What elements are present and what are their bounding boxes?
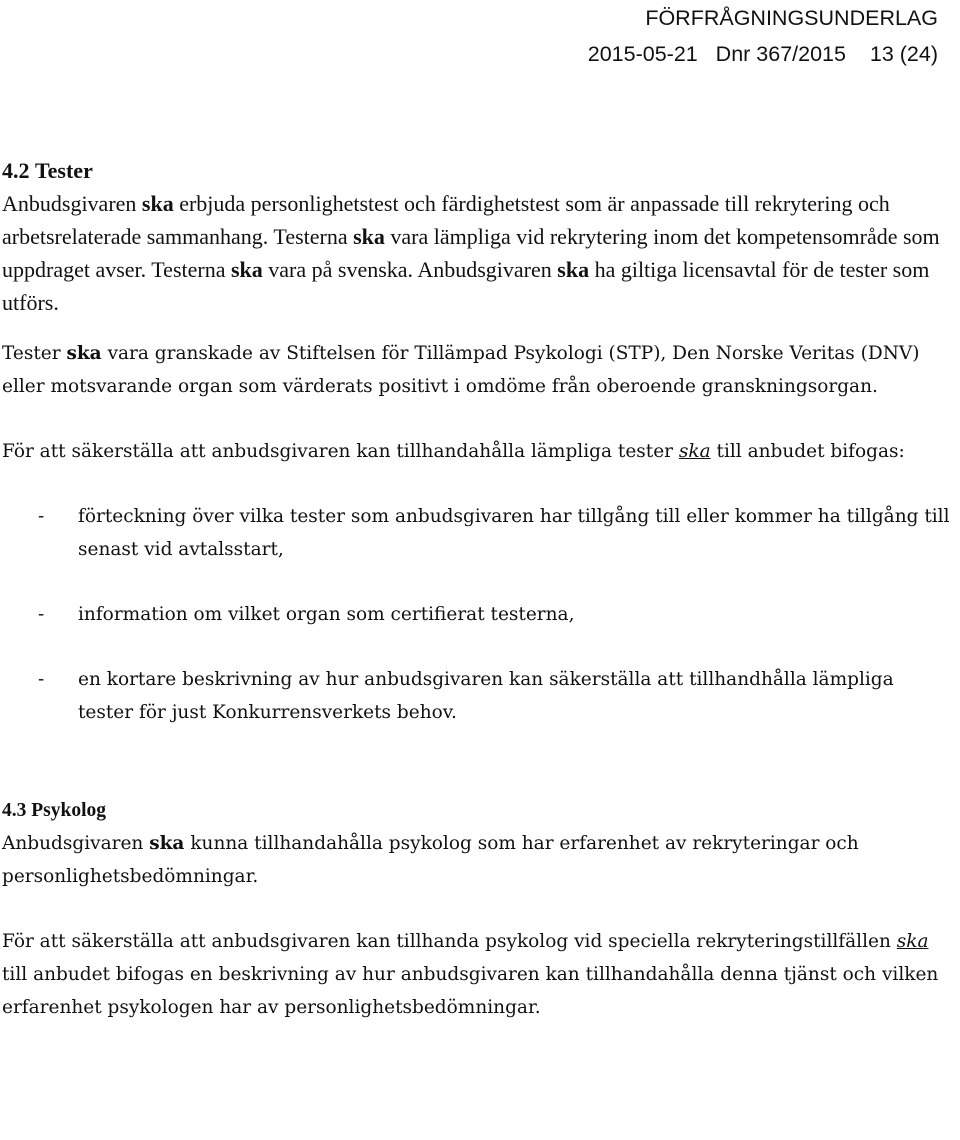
text-run: För att säkerställa att anbudsgivaren kan tillhandahålla lämpliga tester bbox=[2, 441, 679, 462]
text-run: Anbudsgivaren bbox=[2, 191, 142, 216]
keyword-ska: ska bbox=[141, 191, 174, 216]
document-date: 2015-05-21 bbox=[587, 42, 698, 66]
text-run: till anbudet bifogas: bbox=[710, 441, 905, 462]
text-run: vara granskade av Stiftelsen för Tillämpad Psykologi (STP), Den Norske Veritas (DNV) eller motsvarande organ som värderats positivt i omdöme från oberoende granskningsorgan. bbox=[2, 343, 920, 397]
page-number: 13 (24) bbox=[869, 42, 938, 66]
document-meta-line bbox=[588, 36, 938, 72]
keyword-ska: ska bbox=[149, 833, 185, 854]
section-heading-4-2 bbox=[2, 154, 952, 187]
section-4-2-details bbox=[2, 337, 952, 729]
list-item-text: en kortare beskrivning av hur anbudsgivaren kan säkerställa att tillhandhålla lämpliga tester för just Konkurrensverkets behov. bbox=[78, 669, 894, 723]
section-4-3 bbox=[2, 794, 952, 1024]
text-run: vara lämpliga vid rekrytering inom det kompetensområde som uppdraget avser. Testerna bbox=[2, 224, 940, 282]
list-item bbox=[2, 500, 952, 566]
list-dash: - bbox=[38, 506, 45, 527]
paragraph-psychologist-requirement bbox=[2, 827, 952, 893]
text-run: ha giltiga licensavtal för de tester som utförs. bbox=[2, 257, 930, 315]
paragraph-attachments-intro bbox=[2, 435, 952, 468]
keyword-ska: ska bbox=[896, 931, 929, 952]
list-dash: - bbox=[38, 604, 45, 625]
section-number: 4.2 bbox=[2, 158, 30, 183]
list-dash: - bbox=[38, 669, 45, 690]
paragraph-tests-requirements bbox=[2, 187, 952, 319]
keyword-ska: ska bbox=[678, 441, 711, 462]
keyword-ska: ska bbox=[353, 224, 385, 249]
section-number: 4.3 bbox=[2, 800, 27, 821]
list-item bbox=[2, 598, 952, 631]
text-run: erbjuda personlighetstest och färdighetstest som är anpassade till rekrytering och arbetsrelaterade sammanhang. Testerna bbox=[2, 191, 890, 249]
section-heading-4-3 bbox=[2, 794, 952, 827]
document-dnr: Dnr 367/2015 bbox=[715, 42, 846, 66]
keyword-ska: ska bbox=[66, 343, 102, 364]
list-item-text: förteckning över vilka tester som anbudsgivaren har tillgång till eller kommer ha tillgång till senast vid avtalsstart, bbox=[78, 506, 950, 560]
paragraph-tests-review bbox=[2, 337, 952, 403]
keyword-ska: ska bbox=[230, 257, 263, 282]
keyword-ska: ska bbox=[557, 257, 590, 282]
text-run: till anbudet bifogas en beskrivning av hur anbudsgivaren kan tillhandahålla denna tjänst och vilken erfarenhet psykologen har av personlighetsbedömningar. bbox=[2, 964, 939, 1018]
text-run: Anbudsgivaren bbox=[2, 833, 150, 854]
list-item-text: information om vilket organ som certifierat testerna, bbox=[78, 604, 575, 625]
text-run: Tester bbox=[2, 343, 67, 364]
section-title: Psykolog bbox=[31, 800, 107, 821]
document-header bbox=[588, 0, 938, 72]
paragraph-psychologist-attachments bbox=[2, 925, 952, 1024]
section-4-2 bbox=[2, 154, 952, 319]
section-title: Tester bbox=[35, 158, 93, 183]
text-run: För att säkerställa att anbudsgivaren kan tillhanda psykolog vid speciella rekryteringstillfällen bbox=[2, 931, 897, 952]
text-run: kunna tillhandahålla psykolog som har erfarenhet av rekryteringar och personlighetsbedömningar. bbox=[2, 833, 859, 887]
text-run: vara på svenska. Anbudsgivaren bbox=[262, 257, 558, 282]
list-item bbox=[2, 663, 952, 729]
document-body bbox=[2, 154, 952, 1024]
document-type-label: FÖRFRÅGNINGSUNDERLAG bbox=[645, 6, 938, 30]
